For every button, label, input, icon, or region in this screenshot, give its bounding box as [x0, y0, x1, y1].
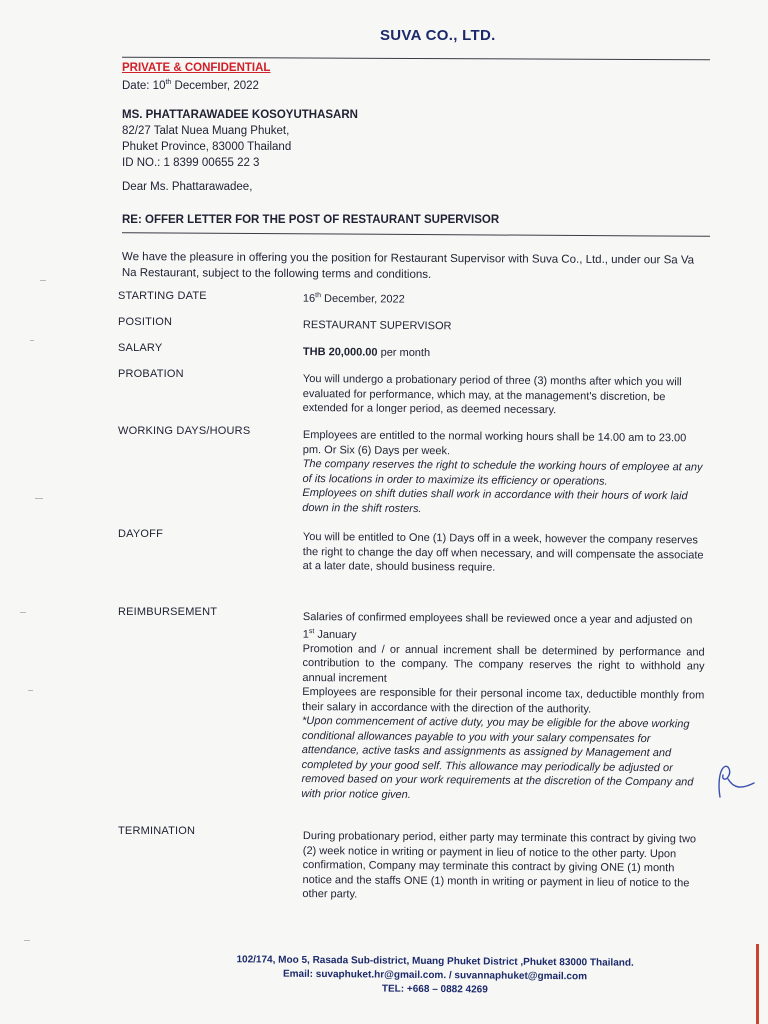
initials-signature — [714, 763, 758, 801]
scan-speck — [30, 340, 34, 341]
footer-contact — [200, 953, 670, 999]
allowance-note: *Upon commencement of active duty, you may be eligible for the above working conditional allowances payable to you with your salary compensates for attendance, active tasks and assignments as assigned by Management and completed by your good self. This allowance may periodically be adjusted or removed based on your work requirements at the discretion of the Company and with prior notice given. — [301, 715, 694, 801]
letter-date: Date: 10th December, 2022 — [122, 79, 259, 92]
salutation: Dear Ms. Phattarawadee, — [122, 181, 253, 193]
working-hours-label: WORKING DAYS/HOURS — [118, 425, 251, 437]
reimbursement-text: Promotion and / or annual increment shall be determined by performance and contribution to the company. The company reserves the right to withhold any annual increment — [302, 642, 705, 685]
position-value: RESTAURANT SUPERVISOR — [302, 318, 452, 333]
subject-line: RE: OFFER LETTER FOR THE POST OF RESTAURANT SUPERVISOR — [122, 214, 500, 226]
recipient-name: MS. PHATTARAWADEE KOSOYUTHASARN — [122, 109, 358, 121]
dayoff-label: DAYOFF — [118, 528, 163, 540]
company-name: SUVA CO., LTD. — [380, 27, 496, 44]
dayoff-value: You will be entitled to One (1) Days off in a week, however the company reserves the right to change the day off when necessary, and will compensate the associate at a later date, should business require. — [302, 530, 704, 574]
footer-address: 102/174, Moo 5, Rasada Sub-district, Muang Phuket District ,Phuket 83000 Thailand. — [236, 954, 634, 969]
reimbursement-text: Salaries of confirmed employees shall be reviewed once a year and adjusted on 1st January — [302, 610, 693, 641]
termination-label: TERMINATION — [118, 825, 196, 837]
working-hours-note: Employees on shift duties shall work in accordance with their hours of work laid down in the shift rosters. — [302, 486, 688, 515]
subject-rule — [122, 232, 710, 237]
reimbursement-value — [301, 610, 705, 805]
reimbursement-label: REIMBURSEMENT — [118, 606, 218, 618]
footer-phone: TEL: +668 – 0882 4269 — [381, 983, 488, 996]
scan-speck — [40, 280, 46, 281]
reimbursement-text: Employees are responsible for their personal income tax, deductible monthly from their salary in accordance with the direction of the authority. — [302, 686, 705, 716]
position-label: POSITION — [118, 316, 173, 328]
intro-paragraph: We have the pleasure in offering you the position for Restaurant Supervisor with Suva Co., Ltd., under our Sa Va Na Restaurant, subject to the following terms and conditions. — [121, 250, 695, 281]
starting-date-label: STARTING DATE — [118, 290, 207, 302]
salary-label: SALARY — [118, 342, 163, 354]
scan-speck — [28, 690, 33, 691]
probation-value: You will undergo a probationary period of three (3) months after which you will evaluated for performance, which may, at the management's discretion, be extended for a longer period, as deemed necessary. — [302, 372, 682, 417]
starting-date-value: 16th December, 2022 — [302, 292, 405, 306]
scan-speck — [20, 612, 26, 613]
working-hours-value — [302, 428, 705, 519]
address-line: 82/27 Talat Nuea Muang Phuket, — [122, 125, 290, 137]
page-edge-mark — [756, 944, 759, 1024]
working-hours-note: The company reserves the right to schedule the working hours of employee at any of its locations in order to maximize its efficiency or operations. — [302, 457, 703, 488]
salary-value: THB 20,000.00 per month — [302, 345, 431, 360]
header-rule — [122, 57, 710, 61]
working-hours-text: Employees are entitled to the normal working hours shall be 14.00 am to 23.00 pm. Or Six (6) Days per week. — [302, 428, 687, 457]
probation-label: PROBATION — [118, 368, 184, 380]
recipient-block — [122, 107, 358, 171]
address-line: Phuket Province, 83000 Thailand — [122, 141, 292, 153]
termination-value: During probationary period, either party may terminate this contract by giving two (2) week notice in writing or payment in lieu of notice to the other party. Upon confirmation, Company may terminate this contract by giving ONE (1) month notice and the staffs ONE (1) month in writing or payment in lieu of notice to the other party. — [302, 829, 697, 901]
scan-speck — [35, 498, 43, 499]
scan-speck — [24, 940, 30, 941]
footer-email: Email: suvaphuket.hr@gmail.com. / suvannaphuket@gmail.com — [282, 968, 588, 983]
confidential-label: PRIVATE & CONFIDENTIAL — [122, 62, 271, 74]
id-number: ID NO.: 1 8399 00655 22 3 — [122, 157, 260, 169]
